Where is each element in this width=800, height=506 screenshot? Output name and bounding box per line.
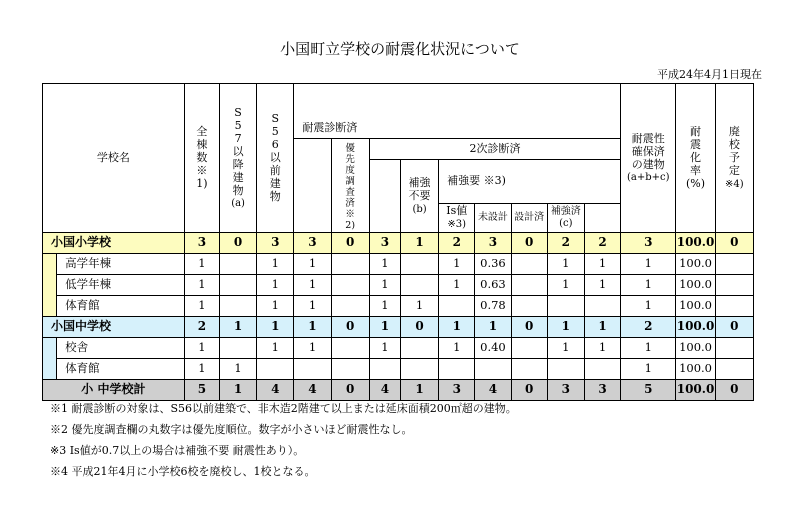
header-is-value: Is値 ※3) <box>439 203 475 232</box>
table-cell: 3 <box>294 232 331 253</box>
table-cell <box>400 253 438 274</box>
table-cell: 3 <box>475 232 511 253</box>
header-secondary: 2次診断済 <box>369 139 620 160</box>
building-name: 校舎 <box>57 337 185 358</box>
header-closing: 廃校予定 ※4) <box>715 84 753 233</box>
table-cell <box>511 358 547 379</box>
header-no-reinforce: 補強不要 (b) <box>400 160 438 233</box>
table-row <box>43 379 754 400</box>
table-cell: 1 <box>621 337 676 358</box>
table-cell: 0.40 <box>475 337 511 358</box>
table-cell <box>294 358 331 379</box>
table-cell: 1 <box>369 295 400 316</box>
school-name: 小国小学校 <box>43 232 185 253</box>
table-cell: 100.0 <box>676 358 715 379</box>
table-cell: 1 <box>439 253 475 274</box>
table-cell: 4 <box>294 379 331 400</box>
table-cell: 100.0 <box>676 295 715 316</box>
table-cell: 1 <box>257 316 294 337</box>
table-cell <box>400 337 438 358</box>
table-cell: 0 <box>331 316 369 337</box>
table-cell: 1 <box>294 253 331 274</box>
table-cell <box>584 295 620 316</box>
table-cell: 0 <box>219 232 256 253</box>
table-cell: 3 <box>439 379 475 400</box>
table-cell <box>331 274 369 295</box>
table-cell: 1 <box>257 274 294 295</box>
header-designed: 設計済 <box>511 203 547 232</box>
building-name: 体育館 <box>57 295 185 316</box>
table-cell <box>400 274 438 295</box>
footnote-3: ※3 Is値が0.7以上の場合は補強不要 耐震性あり）。 <box>50 444 305 457</box>
table-cell: 0 <box>715 316 753 337</box>
header-not-designed: 未設計 <box>475 203 511 232</box>
footnotes <box>50 398 517 482</box>
header-secured: 耐震性確保済の建物 (a+b+c) <box>621 84 676 233</box>
header-diagnosis-done: 耐震診断済 <box>294 118 621 139</box>
table-cell <box>400 358 438 379</box>
table-cell: 0 <box>331 379 369 400</box>
table-row <box>43 295 754 316</box>
table-cell: 1 <box>294 316 331 337</box>
table-cell: 1 <box>369 253 400 274</box>
table-cell <box>715 274 753 295</box>
building-name: 低学年棟 <box>57 274 185 295</box>
table-cell: 1 <box>547 253 584 274</box>
table-row <box>43 274 754 295</box>
table-cell: 0 <box>511 316 547 337</box>
table-cell <box>331 295 369 316</box>
table-cell: 1 <box>621 253 676 274</box>
table-cell: 100.0 <box>676 337 715 358</box>
table-cell: 3 <box>184 232 219 253</box>
table-cell <box>715 358 753 379</box>
table-cell: 1 <box>400 232 438 253</box>
table-cell: 1 <box>400 295 438 316</box>
table-cell: 100.0 <box>676 232 715 253</box>
table-cell: 1 <box>184 253 219 274</box>
table-cell <box>475 358 511 379</box>
page-title: 小国町立学校の耐震化状況について <box>280 40 520 58</box>
table-row <box>43 358 754 379</box>
as-of-date: 平成24年4月1日現在 <box>657 68 762 81</box>
footnote-2: ※2 優先度調査欄の丸数字は優先度順位。数字が小さいほど耐震性なし。 <box>50 423 413 436</box>
table-cell: 1 <box>584 337 620 358</box>
table-row <box>43 337 754 358</box>
table-cell <box>257 358 294 379</box>
table-cell: 1 <box>584 253 620 274</box>
table-cell: 1 <box>219 358 256 379</box>
table-cell: 0 <box>511 232 547 253</box>
table-cell: 100.0 <box>676 379 715 400</box>
header-school-name: 学校名 <box>43 84 185 233</box>
table-cell: 1 <box>547 316 584 337</box>
building-name: 体育館 <box>57 358 185 379</box>
table-cell: 1 <box>257 295 294 316</box>
table-cell: 1 <box>184 337 219 358</box>
table-cell: 0.36 <box>475 253 511 274</box>
table-cell <box>511 295 547 316</box>
table-cell <box>331 358 369 379</box>
table-row <box>43 253 754 274</box>
table-cell <box>331 337 369 358</box>
table-cell <box>369 358 400 379</box>
table-cell: 1 <box>621 358 676 379</box>
building-name: 高学年棟 <box>57 253 185 274</box>
header-s57: S57以降建物 (a) <box>219 84 256 233</box>
table-cell: 2 <box>621 316 676 337</box>
table-cell <box>219 295 256 316</box>
table-cell: 1 <box>621 274 676 295</box>
total-label: 小 中学校計 <box>43 379 185 400</box>
table-row <box>43 316 754 337</box>
table-cell: 2 <box>184 316 219 337</box>
table-cell: 1 <box>219 379 256 400</box>
table-cell <box>584 358 620 379</box>
header-s56: S56以前建物 <box>257 84 294 233</box>
table-cell: 4 <box>475 379 511 400</box>
table-cell: 1 <box>584 316 620 337</box>
table-cell: 1 <box>257 253 294 274</box>
table-cell: 0 <box>511 379 547 400</box>
table-cell: 3 <box>621 232 676 253</box>
table-cell: 1 <box>184 358 219 379</box>
table-cell <box>547 295 584 316</box>
table-cell: 100.0 <box>676 316 715 337</box>
footnote-1: ※1 耐震診断の対象は、S56以前建築で、非木造2階建て以上または延床面積200㎡超の建物。 <box>50 402 517 415</box>
table-cell: 100.0 <box>676 274 715 295</box>
header-reinforced: 補強済 (c) <box>547 203 584 232</box>
table-cell: 1 <box>547 337 584 358</box>
table-cell <box>439 358 475 379</box>
table-cell: 1 <box>184 295 219 316</box>
table-cell: 5 <box>184 379 219 400</box>
table-cell: 1 <box>584 274 620 295</box>
table-cell: 1 <box>294 274 331 295</box>
table-cell: 1 <box>621 295 676 316</box>
table-cell: 1 <box>547 274 584 295</box>
table-cell: 1 <box>439 316 475 337</box>
table-cell: 1 <box>184 274 219 295</box>
table-cell: 2 <box>439 232 475 253</box>
table-cell: 1 <box>294 337 331 358</box>
header-rate: 耐震化率 (%) <box>676 84 715 233</box>
table-cell <box>331 253 369 274</box>
table-cell <box>219 274 256 295</box>
table-cell: 0 <box>715 379 753 400</box>
table-cell <box>219 253 256 274</box>
header-reinforce-needed: 補強要 ※3) <box>439 160 621 204</box>
header-priority: 優先度調査済※2) <box>331 139 369 233</box>
table-cell: 1 <box>475 316 511 337</box>
table-cell <box>715 295 753 316</box>
table-row <box>43 232 754 253</box>
table-cell: 1 <box>369 274 400 295</box>
table-cell: 1 <box>400 379 438 400</box>
table-cell: 1 <box>294 295 331 316</box>
table-cell: 1 <box>369 337 400 358</box>
table-cell: 5 <box>621 379 676 400</box>
table-cell: 0.63 <box>475 274 511 295</box>
header-all-buildings: 全棟数※1) <box>184 84 219 233</box>
table-cell: 2 <box>547 232 584 253</box>
table-cell <box>715 337 753 358</box>
table-cell: 100.0 <box>676 253 715 274</box>
table-cell: 1 <box>369 316 400 337</box>
table-cell: 3 <box>547 379 584 400</box>
earthquake-resistance-table <box>42 83 754 401</box>
table-cell <box>511 337 547 358</box>
table-cell: 3 <box>369 232 400 253</box>
table-cell: 3 <box>584 379 620 400</box>
table-cell: 0.78 <box>475 295 511 316</box>
table-cell <box>715 253 753 274</box>
school-name: 小国中学校 <box>43 316 185 337</box>
table-cell: 1 <box>257 337 294 358</box>
table-cell: 1 <box>439 274 475 295</box>
table-cell: 1 <box>219 316 256 337</box>
table-cell: 3 <box>257 232 294 253</box>
table-cell <box>511 253 547 274</box>
table-cell: 0 <box>400 316 438 337</box>
table-cell <box>219 337 256 358</box>
footnote-4: ※4 平成21年4月に小学校6校を廃校し、1校となる。 <box>50 465 316 478</box>
table-cell: 4 <box>369 379 400 400</box>
table-cell <box>439 295 475 316</box>
table-cell <box>511 274 547 295</box>
table-cell <box>547 358 584 379</box>
table-cell: 0 <box>331 232 369 253</box>
table-cell: 0 <box>715 232 753 253</box>
table-cell: 1 <box>439 337 475 358</box>
table-cell: 4 <box>257 379 294 400</box>
table-cell: 2 <box>584 232 620 253</box>
